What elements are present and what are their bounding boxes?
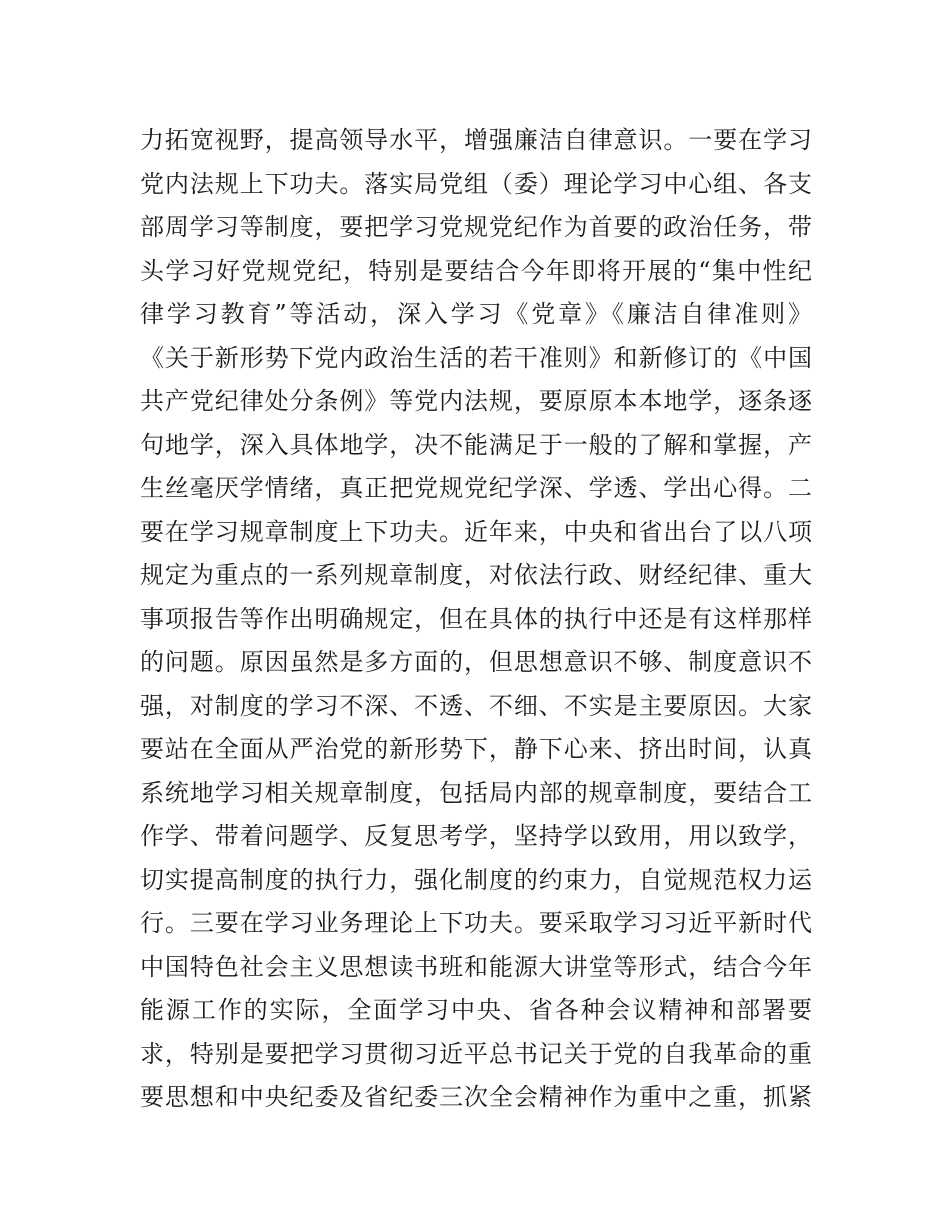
text-line: 部周学习等制度，要把学习党规党纪作为首要的政治任务，带 (140, 213, 812, 241)
text-line: 的问题。原因虽然是多方面的，但思想意识不够、制度意识不 (140, 648, 812, 676)
text-line: 行。三要在学习业务理论上下功夫。要采取学习习近平新时代 (140, 909, 812, 937)
text-line: 中国特色社会主义思想读书班和能源大讲堂等形式，结合今年 (140, 952, 812, 981)
text-line: 规定为重点的一系列规章制度，对依法行政、财经纪律、重大 (140, 561, 812, 589)
text-line: 要站在全面从严治党的新形势下，静下心来、挤出时间，认真 (140, 735, 812, 763)
text-line: 党内法规上下功夫。落实局党组（委）理论学习中心组、各支 (140, 169, 812, 198)
body-text (140, 119, 812, 1120)
text-line: 求，特别是要把学习贯彻习近平总书记关于党的自我革命的重 (140, 1039, 812, 1068)
text-line: 力拓宽视野，提高领导水平，增强廉洁自律意识。一要在学习 (140, 126, 812, 154)
text-line: 要在学习规章制度上下功夫。近年来，中央和省出台了以八项 (140, 517, 812, 546)
text-line: 事项报告等作出明确规定，但在具体的执行中还是有这样那样 (140, 604, 812, 633)
text-line: 强，对制度的学习不深、不透、不细、不实是主要原因。大家 (140, 691, 812, 720)
text-line: 作学、带着问题学、反复思考学，坚持学以致用，用以致学， (140, 822, 812, 850)
text-line: 律学习教育”等活动，深入学习《党章》《廉洁自律准则》 (140, 300, 812, 328)
text-line: 《关于新形势下党内政治生活的若干准则》和新修订的《中国 (140, 343, 812, 372)
text-line: 生丝毫厌学情绪，真正把党规党纪学深、学透、学出心得。二 (140, 474, 812, 502)
text-line: 切实提高制度的执行力，强化制度的约束力，自觉规范权力运 (140, 865, 812, 894)
text-line: 能源工作的实际，全面学习中央、省各种会议精神和部署要 (140, 996, 812, 1024)
text-line: 系统地学习相关规章制度，包括局内部的规章制度，要结合工 (140, 778, 812, 807)
text-line: 句地学，深入具体地学，决不能满足于一般的了解和掌握，产 (140, 430, 812, 459)
text-line: 共产党纪律处分条例》等党内法规，要原原本本地学，逐条逐 (140, 387, 812, 415)
text-line: 头学习好党规党纪，特别是要结合今年即将开展的“集中性纪 (140, 256, 812, 285)
text-line: 要思想和中央纪委及省纪委三次全会精神作为重中之重，抓紧 (140, 1083, 812, 1111)
